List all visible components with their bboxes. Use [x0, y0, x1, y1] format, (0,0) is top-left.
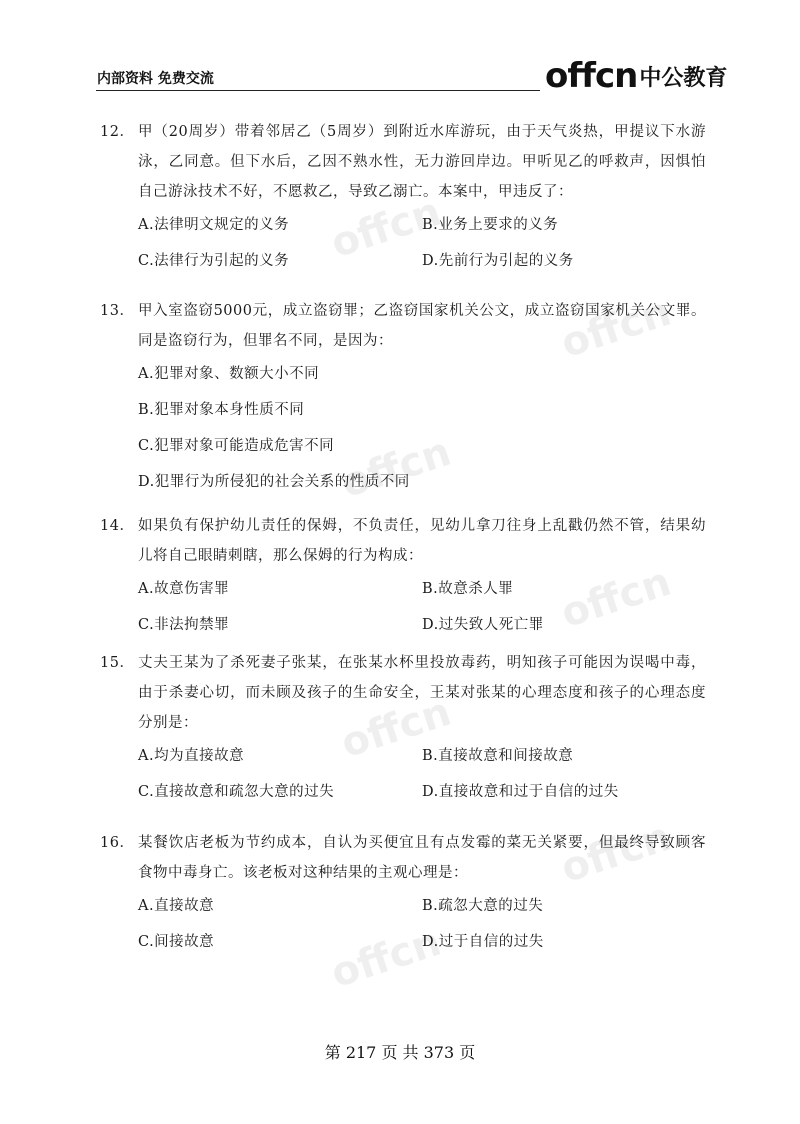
option-d: D.直接故意和过于自信的过失	[422, 784, 619, 800]
option-c: C.间接故意	[138, 934, 215, 950]
question-stem: 如果负有保护幼儿责任的保姆，不负责任，见幼儿拿刀往身上乱戳仍然不管，结果幼儿将自己眼睛刺瞎，那么保姆的行为构成：	[138, 518, 706, 564]
question-number: 14．	[100, 518, 135, 534]
watermark: offcn	[325, 188, 447, 268]
option-b: B.业务上要求的义务	[422, 217, 559, 233]
question-options	[138, 356, 706, 500]
question-number: 13．	[100, 303, 135, 319]
header-label: 内部资料 免费交流	[97, 71, 214, 87]
option-b: B.疏忽大意的过失	[422, 898, 544, 914]
question-number: 16．	[100, 835, 135, 851]
question-stem: 某餐饮店老板为节约成本，自认为买便宜且有点发霉的菜无关紧要，但最终导致顾客食物中毒身亡。该老板对这种结果的主观心理是：	[138, 835, 706, 881]
question-16	[100, 828, 706, 960]
option-d: D.先前行为引起的义务	[422, 253, 574, 269]
question-options	[138, 207, 706, 279]
option-d: D.犯罪行为所侵犯的社会关系的性质不同	[138, 474, 410, 490]
watermark: offcn	[555, 558, 677, 638]
option-c: C.非法拘禁罪	[138, 617, 230, 633]
question-15	[100, 648, 706, 810]
watermark: offcn	[555, 288, 677, 368]
option-b: B.犯罪对象本身性质不同	[138, 402, 305, 418]
watermark: offcn	[325, 918, 447, 998]
question-number: 15．	[100, 655, 135, 671]
watermark: offcn	[555, 813, 677, 893]
option-c: C.犯罪对象可能造成危害不同	[138, 438, 335, 454]
question-options	[138, 738, 706, 810]
brand-logo	[545, 54, 727, 94]
question-stem: 丈夫王某为了杀死妻子张某，在张某水杯里投放毒药，明知孩子可能因为误喝中毒，由于杀妻心切，而未顾及孩子的生命安全，王某对张某的心理态度和孩子的心理态度分别是：	[138, 655, 706, 731]
watermark: offcn	[335, 688, 457, 768]
option-c: C.法律行为引起的义务	[138, 253, 290, 269]
question-options	[138, 888, 706, 960]
option-d: D.过失致人死亡罪	[422, 617, 544, 633]
question-number: 12．	[100, 124, 135, 140]
question-14	[100, 511, 706, 643]
option-a: A.犯罪对象、数额大小不同	[138, 366, 320, 382]
option-a: A.均为直接故意	[138, 748, 245, 764]
question-stem: 甲（20周岁）带着邻居乙（5周岁）到附近水库游玩，由于天气炎热，甲提议下水游泳，乙同意。但下水后，乙因不熟水性，无力游回岸边。甲听见乙的呼救声，因惧怕自己游泳技术不好，不愿救乙，导致乙溺亡。本案中，甲违反了：	[138, 124, 706, 200]
question-13	[100, 296, 706, 500]
option-b: B.直接故意和间接故意	[422, 748, 574, 764]
page-number: 第 217 页 共 373 页	[324, 1043, 476, 1062]
logo-latin-text: offcn	[545, 56, 638, 96]
question-options	[138, 571, 706, 643]
option-b: B.故意杀人罪	[422, 581, 514, 597]
watermark: offcn	[335, 428, 457, 508]
option-a: A.法律明文规定的义务	[138, 217, 290, 233]
question-stem: 甲入室盗窃5000元，成立盗窃罪；乙盗窃国家机关公文，成立盗窃国家机关公文罪。同是盗窃行为，但罪名不同，是因为：	[138, 303, 706, 349]
option-a: A.直接故意	[138, 898, 215, 914]
question-12	[100, 117, 706, 279]
header-divider	[96, 90, 540, 91]
option-a: A.故意伤害罪	[138, 581, 230, 597]
logo-chinese-text: 中公教育	[639, 66, 728, 91]
option-c: C.直接故意和疏忽大意的过失	[138, 784, 335, 800]
option-d: D.过于自信的过失	[422, 934, 544, 950]
